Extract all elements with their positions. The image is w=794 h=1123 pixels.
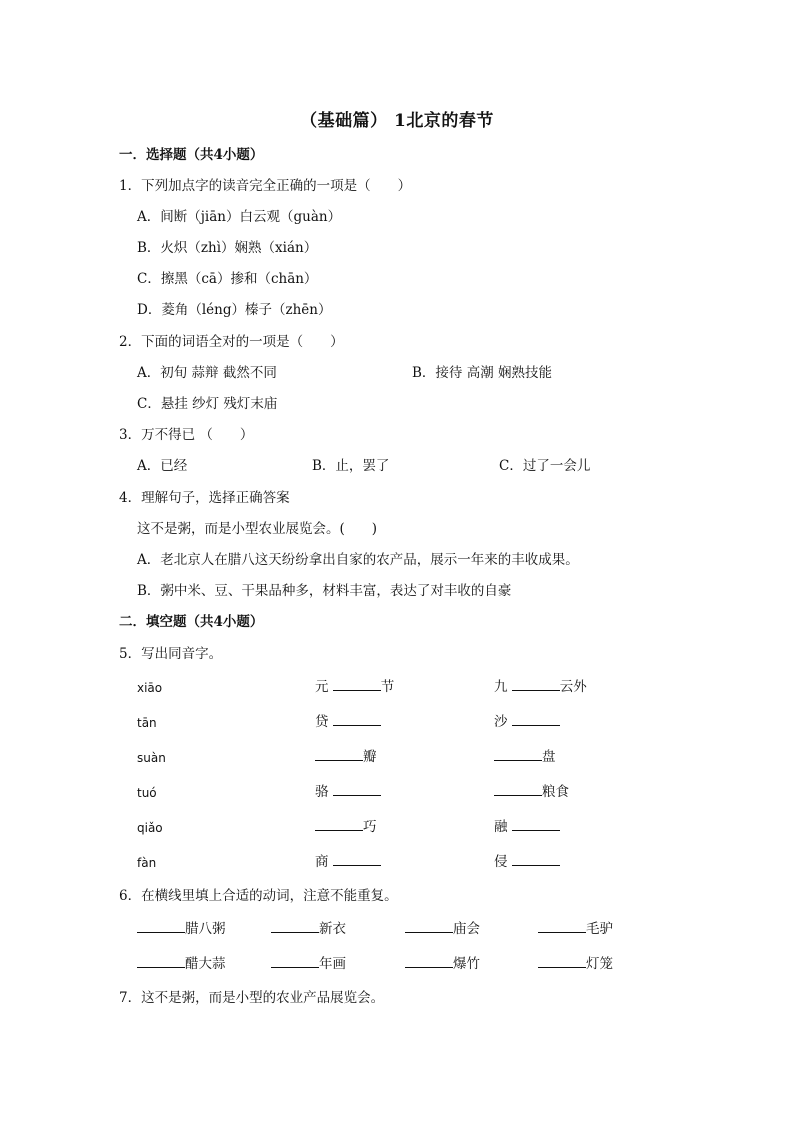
question-3-option-a: A．已经 [137, 458, 188, 474]
verb-blank: 毛驴 [538, 920, 613, 938]
homophone-pinyin: fàn [137, 856, 157, 870]
homophone-pinyin: tuó [137, 786, 157, 800]
section-heading-choice: 一．选择题（共4小题） [119, 147, 264, 163]
homophone-blank-b: 融 [494, 818, 560, 836]
answer-blank[interactable] [271, 955, 319, 968]
question-1-option-b: B．火炽（zhì）娴熟（xián） [137, 240, 318, 256]
verb-blank: 新衣 [271, 920, 346, 938]
homophone-blank-a: 巧 [315, 818, 377, 836]
homophone-blank-b: 盘 [494, 748, 556, 766]
answer-blank[interactable] [512, 678, 560, 691]
question-1-option-a: A．间断（jiān）白云观（guàn） [137, 209, 342, 225]
question-4-option-b: B．粥中米、豆、干果品种多，材料丰富，表达了对丰收的自豪 [137, 583, 512, 599]
answer-blank[interactable] [512, 818, 560, 831]
homophone-pinyin: suàn [137, 751, 166, 765]
answer-blank[interactable] [315, 818, 363, 831]
question-6-stem: 6．在横线里填上合适的动词，注意不能重复。 [119, 888, 398, 904]
question-2-option-c: C．悬挂 纱灯 残灯末庙 [137, 396, 278, 412]
answer-blank[interactable] [333, 678, 381, 691]
question-2-option-a: A．初旬 蒜辩 截然不同 [137, 365, 277, 381]
homophone-pinyin: qiǎo [137, 821, 163, 835]
answer-blank[interactable] [137, 955, 185, 968]
answer-blank[interactable] [333, 783, 381, 796]
answer-blank[interactable] [137, 920, 185, 933]
homophone-blank-a: 瓣 [315, 748, 377, 766]
question-3-option-b: B．止，罢了 [312, 458, 390, 474]
question-2-stem: 2．下面的词语全对的一项是（ ） [119, 334, 344, 350]
question-4-sentence: 这不是粥，而是小型农业展览会。( ) [137, 521, 378, 537]
question-1-stem: 1．下列加点字的读音完全正确的一项是（ ） [119, 178, 412, 194]
answer-blank[interactable] [271, 920, 319, 933]
answer-blank[interactable] [494, 783, 542, 796]
homophone-blank-b: 粮食 [494, 783, 569, 801]
answer-blank[interactable] [315, 748, 363, 761]
homophone-pinyin: xiāo [137, 681, 163, 695]
page-title: （基础篇） 1北京的春节 [300, 111, 494, 131]
verb-blank: 年画 [271, 955, 346, 973]
question-1-option-c: C．擦黑（cā）掺和（chān） [137, 271, 318, 287]
homophone-blank-b: 沙 [494, 713, 560, 731]
answer-blank[interactable] [333, 853, 381, 866]
question-5-stem: 5．写出同音字。 [119, 646, 223, 662]
homophone-blank-a: 商 [315, 853, 381, 871]
answer-blank[interactable] [512, 713, 560, 726]
homophone-blank-a: 贷 [315, 713, 381, 731]
question-7-stem: 7．这不是粥，而是小型的农业产品展览会。 [119, 990, 385, 1006]
homophone-blank-b: 侵 [494, 853, 560, 871]
verb-blank: 醋大蒜 [137, 955, 226, 973]
answer-blank[interactable] [494, 748, 542, 761]
verb-blank: 庙会 [405, 920, 480, 938]
answer-blank[interactable] [405, 920, 453, 933]
question-2-option-b: B．接待 高潮 娴熟技能 [412, 365, 553, 381]
homophone-blank-a: 骆 [315, 783, 381, 801]
verb-blank: 腊八粥 [137, 920, 226, 938]
question-3-option-c: C．过了一会儿 [499, 458, 591, 474]
question-1-option-d: D．菱角（léng）榛子（zhēn） [137, 302, 332, 318]
question-3-stem: 3．万不得已 （ ） [119, 427, 254, 443]
answer-blank[interactable] [538, 920, 586, 933]
homophone-blank-a: 元 节 [315, 679, 395, 695]
verb-blank: 爆竹 [405, 955, 480, 973]
answer-blank[interactable] [405, 955, 453, 968]
homophone-pinyin: tān [137, 716, 157, 730]
answer-blank[interactable] [512, 853, 560, 866]
verb-blank: 灯笼 [538, 955, 613, 973]
homophone-blank-b: 九 云外 [494, 679, 587, 695]
section-heading-fill: 二．填空题（共4小题） [119, 614, 264, 630]
question-4-option-a: A．老北京人在腊八这天纷纷拿出自家的农产品，展示一年来的丰收成果。 [137, 552, 579, 568]
question-4-stem: 4．理解句子，选择正确答案 [119, 490, 290, 506]
answer-blank[interactable] [333, 713, 381, 726]
answer-blank[interactable] [538, 955, 586, 968]
